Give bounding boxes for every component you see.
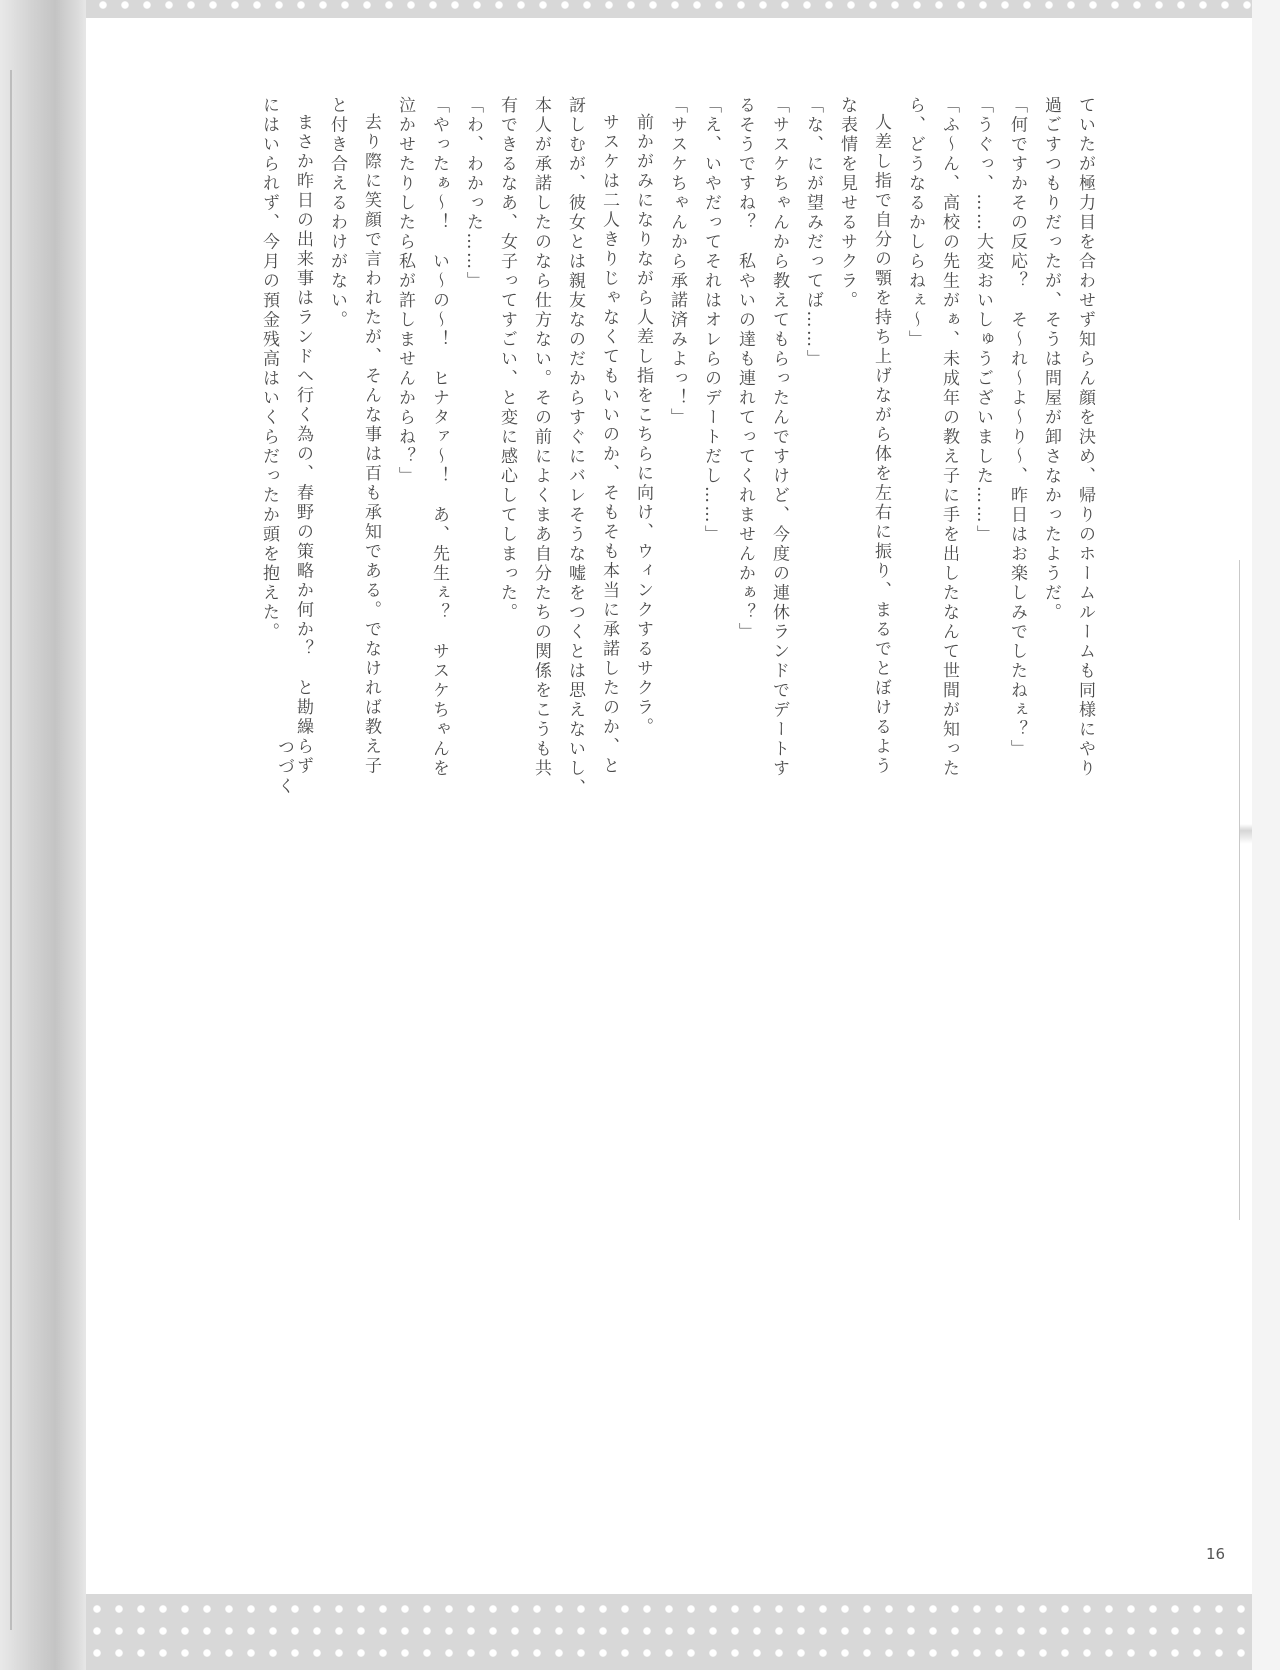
text-column: まさか昨日の出来事はランドへ行く為の、春野の策略か何か？ と勘繰らず bbox=[293, 113, 313, 776]
page-number: 16 bbox=[1206, 1545, 1226, 1563]
text-column: サスケは二人きりじゃなくてもいいのか、そもそも本当に承諾したのか、と bbox=[599, 113, 619, 776]
text-column: るそうですね？ 私やいの達も連れてってくれませんかぁ？」 bbox=[735, 96, 755, 642]
vertical-text-body bbox=[252, 96, 1102, 798]
book-gutter-shadow bbox=[0, 0, 92, 1670]
text-column: 前かがみになりながら人差し指をこちらに向け、ウィンクするサクラ。 bbox=[633, 113, 653, 737]
text-column: 「え、いやだってそれはオレらのデートだし……」 bbox=[701, 96, 721, 545]
text-column: 「やったぁ〜！ い〜の〜！ ヒナタァ〜！ あ、先生ぇ？ サスケちゃんを bbox=[429, 96, 449, 779]
text-column: と付き合えるわけがない。 bbox=[327, 96, 347, 330]
book-page bbox=[86, 0, 1252, 1670]
text-column: 「何ですかその反応？ そ〜れ〜よ〜り〜、昨日はお楽しみでしたねぇ？」 bbox=[1007, 96, 1027, 759]
text-column: 「ふ〜ん、高校の先生がぁ、未成年の教え子に手を出したなんて世間が知った bbox=[939, 96, 959, 779]
text-column: 訝しむが、彼女とは親友なのだからすぐにバレそうな嘘をつくとは思えないし、 bbox=[565, 96, 585, 798]
text-column: 「な、にが望みだってば……」 bbox=[803, 96, 823, 369]
text-column: ら、どうなるかしらねぇ〜」 bbox=[905, 96, 925, 350]
text-column: 過ごすつもりだったが、そうは問屋が卸さなかったようだ。 bbox=[1041, 96, 1061, 623]
to-be-continued-mark: つづく bbox=[274, 738, 294, 797]
gutter-fold-line bbox=[10, 70, 12, 1630]
polka-dot-footer-band bbox=[86, 1594, 1252, 1670]
text-column: 「わ、わかった……」 bbox=[463, 96, 483, 291]
text-column: 「サスケちゃんから承諾済みよっ！」 bbox=[667, 96, 687, 428]
text-column: 有できるなあ、女子ってすごい、と変に感心してしまった。 bbox=[497, 96, 517, 623]
text-column: ていたが極力目を合わせず知らん顔を決め、帰りのホームルームも同様にやり bbox=[1075, 96, 1095, 779]
text-column: 本人が承諾したのなら仕方ない。その前によくまあ自分たちの関係をこうも共 bbox=[531, 96, 551, 779]
text-column: 泣かせたりしたら私が許しませんからね？」 bbox=[395, 96, 415, 486]
text-column: 「うぐっ、……大変おいしゅうございました……」 bbox=[973, 96, 993, 545]
text-column: 人差し指で自分の顎を持ち上げながら体を左右に振り、まるでとぼけるよう bbox=[871, 113, 891, 776]
text-column: 去り際に笑顔で言われたが、そんな事は百も承知である。でなければ教え子 bbox=[361, 113, 381, 776]
text-column: 「サスケちゃんから教えてもらったんですけど、今度の連休ランドでデートす bbox=[769, 96, 789, 779]
text-column: な表情を見せるサクラ。 bbox=[837, 96, 857, 311]
page-edge-marks bbox=[1239, 560, 1252, 1220]
text-column: にはいられず、今月の預金残高はいくらだったか頭を抱えた。 bbox=[259, 96, 279, 642]
polka-dot-header-band bbox=[86, 0, 1252, 18]
